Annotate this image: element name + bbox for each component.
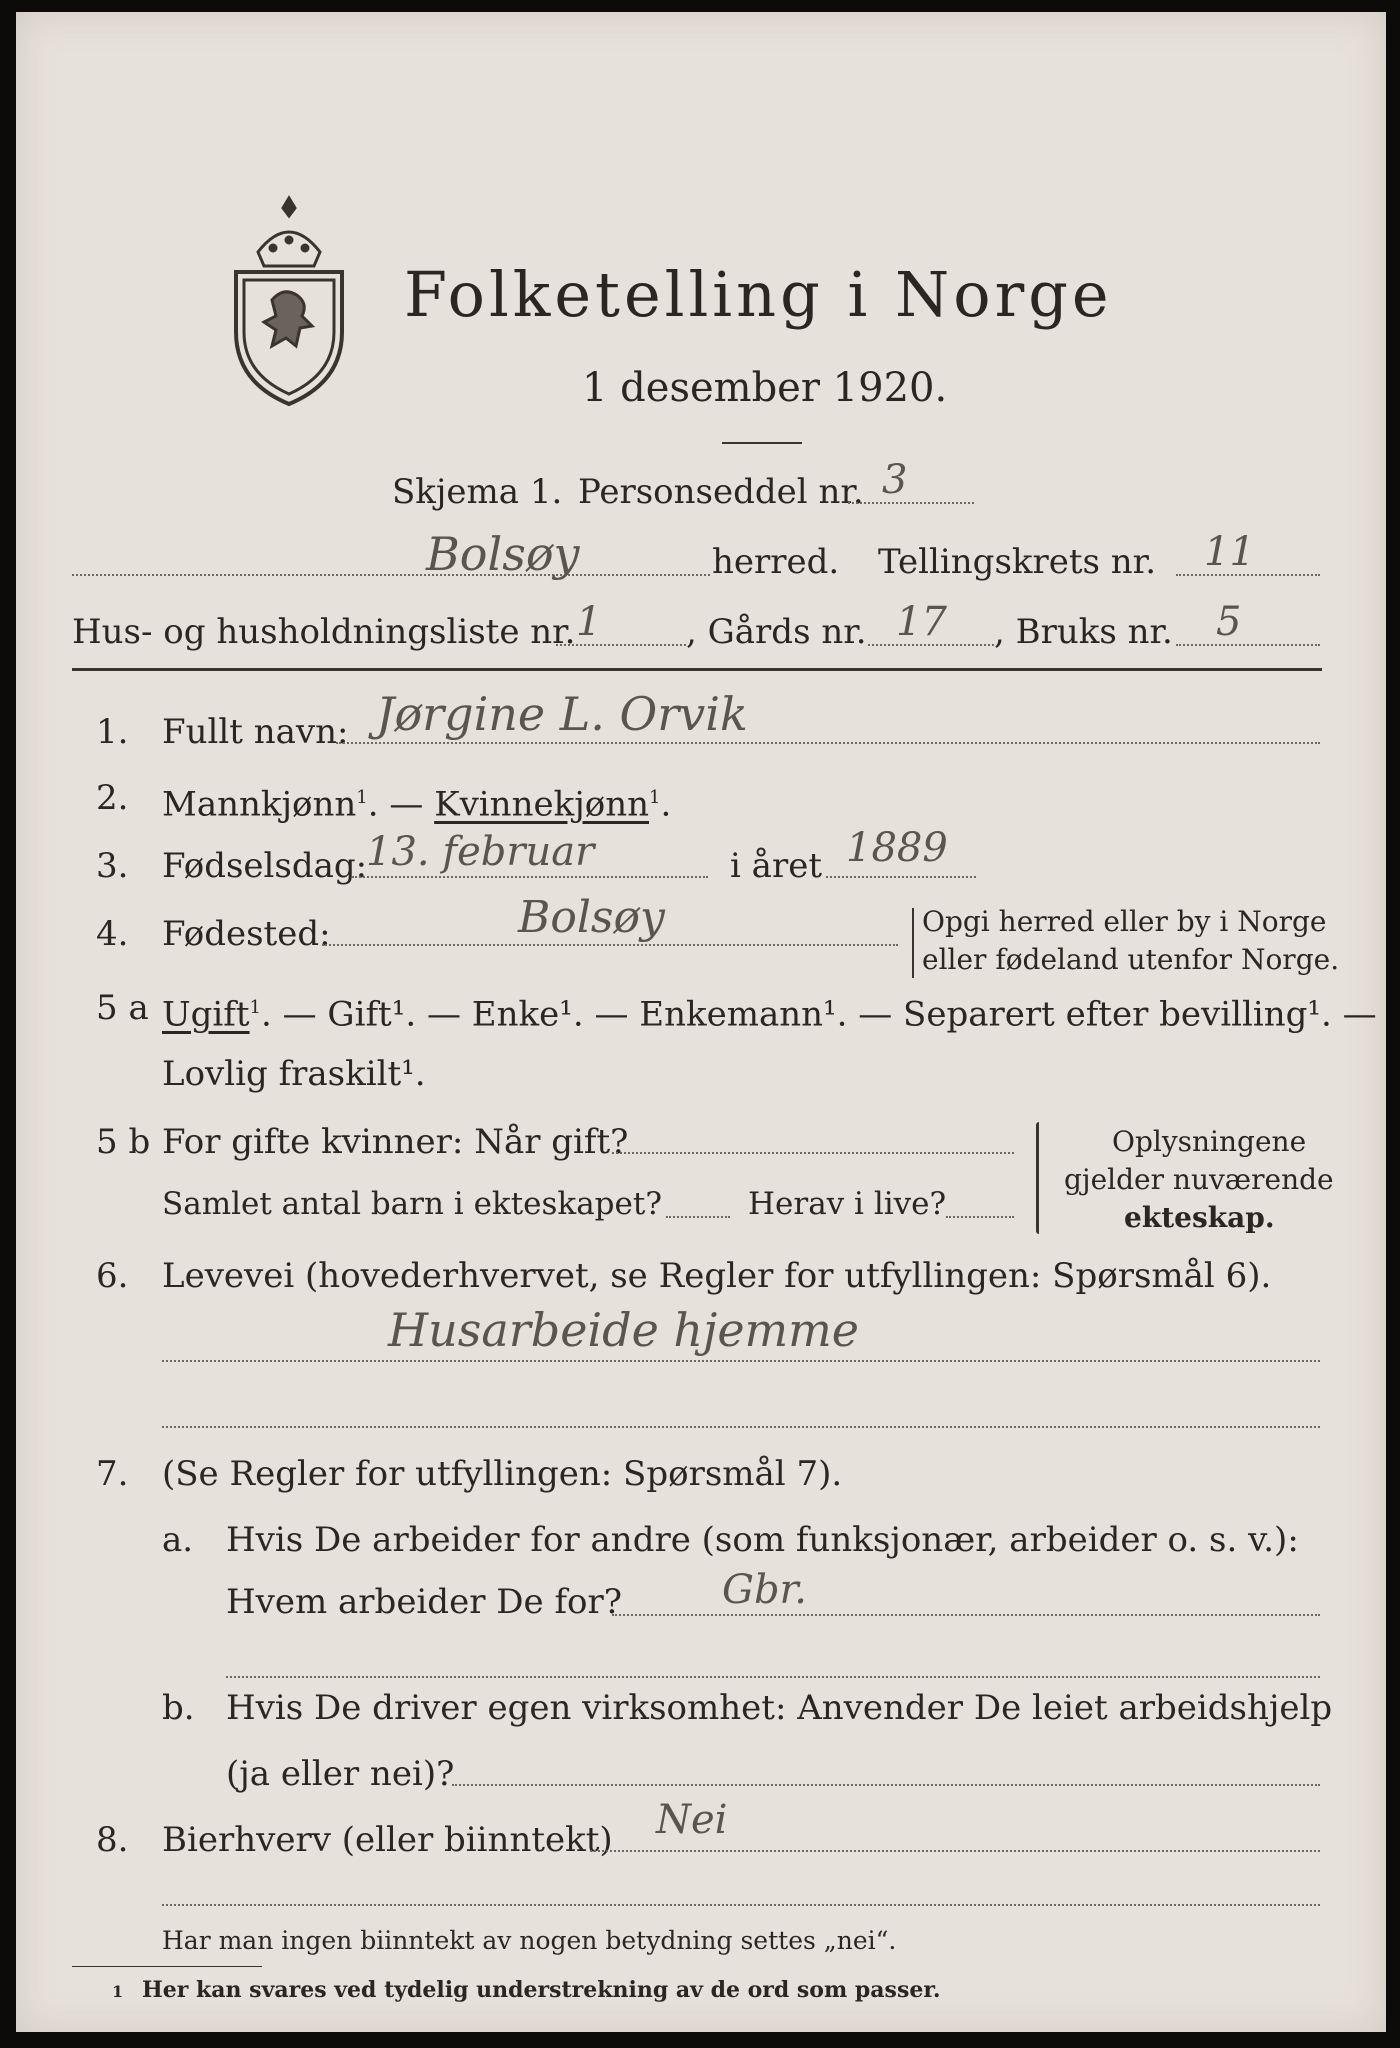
q8-value: Nei (656, 1797, 728, 1843)
q5a-other-options: — Gift¹. — Enke¹. — Enkemann¹. — Separert efter bevilling¹. — (282, 994, 1377, 1035)
q3-label: Fødselsdag: (162, 846, 368, 886)
q5b-note-line2: gjelder nuværende (1064, 1163, 1334, 1196)
q6-occupation-value: Husarbeide hjemme (388, 1303, 860, 1357)
coat-of-arms-icon (228, 190, 350, 410)
q5b-bracket (1036, 1122, 1039, 1234)
q5a-ugift-underlined: Ugift (162, 994, 250, 1035)
q2-footnote-ref-2: 1 (649, 787, 661, 808)
q5b-number: 5 b (96, 1122, 151, 1162)
q4-label: Fødested: (162, 914, 331, 954)
q8-label: Bierhverv (eller biinntekt) (162, 1820, 613, 1860)
q5a-number: 5 a (96, 988, 149, 1028)
bruks-value: 5 (1216, 599, 1242, 645)
q7a-line1: Hvis De arbeider for andre (som funksjonær, arbeider o. s. v.): (226, 1520, 1299, 1560)
q5b-line2b: Herav i live? (748, 1186, 947, 1222)
footnote-mark: 1 (112, 1982, 124, 2001)
header-separator (72, 668, 1322, 671)
skjema-label: Skjema 1. (392, 472, 563, 512)
q7a-dotted-line-2 (226, 1676, 1320, 1678)
q6-number: 6. (96, 1256, 129, 1296)
q7-label: (Se Regler for utfyllingen: Spørsmål 7). (162, 1454, 843, 1494)
q7b-dotted-line (452, 1784, 1320, 1786)
form-title: Folketelling i Norge (404, 258, 1113, 331)
q3-birthday-value: 13. februar (366, 829, 595, 875)
footnote-rule (72, 1966, 262, 1967)
q6-dotted-line-2 (162, 1426, 1320, 1428)
gards-label: , Gårds nr. (686, 612, 867, 652)
q1-number: 1. (96, 712, 129, 752)
q5b-alive-dotted-line (946, 1216, 1014, 1218)
q5a-period: . (261, 994, 272, 1035)
q7b-letter: b. (162, 1688, 195, 1728)
q7-number: 7. (96, 1454, 129, 1494)
q7a-dotted-line (612, 1614, 1320, 1616)
tellingskrets-label: Tellingskrets nr. (878, 542, 1157, 582)
q1-full-name-value: Jørgine L. Orvik (376, 687, 748, 741)
footer-note: Har man ingen biinntekt av nogen betydning settes „nei“. (162, 1926, 897, 1955)
q4-note-line2: eller fødeland utenfor Norge. (922, 943, 1340, 976)
q3-year-dotted-line (826, 876, 976, 878)
personseddel-value: 3 (882, 457, 908, 503)
q5b-line2a: Samlet antal barn i ekteskapet? (162, 1186, 662, 1222)
q2-separator: — (389, 784, 424, 825)
q5a-options (162, 988, 1377, 1034)
q7b-line2: (ja eller nei)? (226, 1754, 455, 1794)
q4-number: 4. (96, 914, 129, 954)
q4-birthplace-value: Bolsøy (518, 892, 665, 943)
q2-footnote-ref: 1 (356, 787, 368, 808)
q5a-footnote-ref: 1 (249, 997, 261, 1018)
title-divider (722, 442, 802, 444)
q7b-line1: Hvis De driver egen virksomhet: Anvender De leiet arbeidshjelp (226, 1688, 1333, 1728)
q3-dotted-line (352, 876, 708, 878)
q5b-line1: For gifte kvinner: Når gift? (162, 1122, 629, 1162)
q1-dotted-line (336, 742, 1320, 744)
q5b-note-line1: Oplysningene (1112, 1125, 1307, 1158)
q3-year-label: i året (730, 846, 822, 886)
q8-number: 8. (96, 1820, 129, 1860)
census-form-page (16, 12, 1386, 2032)
q2-options (162, 778, 671, 824)
q5b-married-dotted-line (612, 1152, 1014, 1154)
q2-mannkjonn: Mannkjønn (162, 784, 357, 825)
herred-dotted-line (72, 574, 710, 576)
q2-number: 2. (96, 778, 129, 818)
personseddel-dotted-line (848, 502, 974, 504)
hus-value: 1 (576, 599, 602, 645)
q4-bracket (912, 908, 914, 978)
census-date: 1 desember 1920. (582, 365, 948, 411)
personseddel-label: Personseddel nr. (578, 472, 864, 512)
bruks-dotted-line (1176, 644, 1320, 646)
herred-label: herred. (712, 542, 840, 582)
q6-label: Levevei (hovederhvervet, se Regler for utfyllingen: Spørsmål 6). (162, 1256, 1272, 1296)
q8-dotted-line-2 (162, 1904, 1320, 1906)
q1-label: Fullt navn: (162, 712, 349, 752)
bruks-label: , Bruks nr. (994, 612, 1173, 652)
q5b-children-dotted-line (666, 1216, 730, 1218)
q6-dotted-line-1 (162, 1360, 1320, 1362)
q3-number: 3. (96, 846, 129, 886)
q2-period-1: . (367, 784, 379, 825)
q2-kvinnekjonn-underlined: Kvinnekjønn (434, 784, 649, 825)
footnote-text: Her kan svares ved tydelig understrekning av de ord som passer. (142, 1977, 941, 2003)
q2-period-2: . (660, 784, 672, 825)
q4-dotted-line (322, 944, 898, 946)
hus-label: Hus- og husholdningsliste nr. (72, 612, 576, 652)
q5a-line2: Lovlig fraskilt¹. (162, 1054, 426, 1094)
q8-dotted-line (590, 1850, 1320, 1852)
gards-value: 17 (896, 599, 947, 645)
q7a-line2: Hvem arbeider De for? (226, 1582, 622, 1622)
q7a-letter: a. (162, 1520, 194, 1560)
tellingskrets-value: 11 (1204, 529, 1255, 575)
q3-year-value: 1889 (846, 825, 948, 871)
herred-value: Bolsøy (426, 527, 580, 581)
q4-note-line1: Opgi herred eller by i Norge (922, 905, 1327, 938)
q5b-note-line3: ekteskap. (1124, 1201, 1275, 1234)
q7a-employer-value: Gbr. (722, 1567, 807, 1613)
